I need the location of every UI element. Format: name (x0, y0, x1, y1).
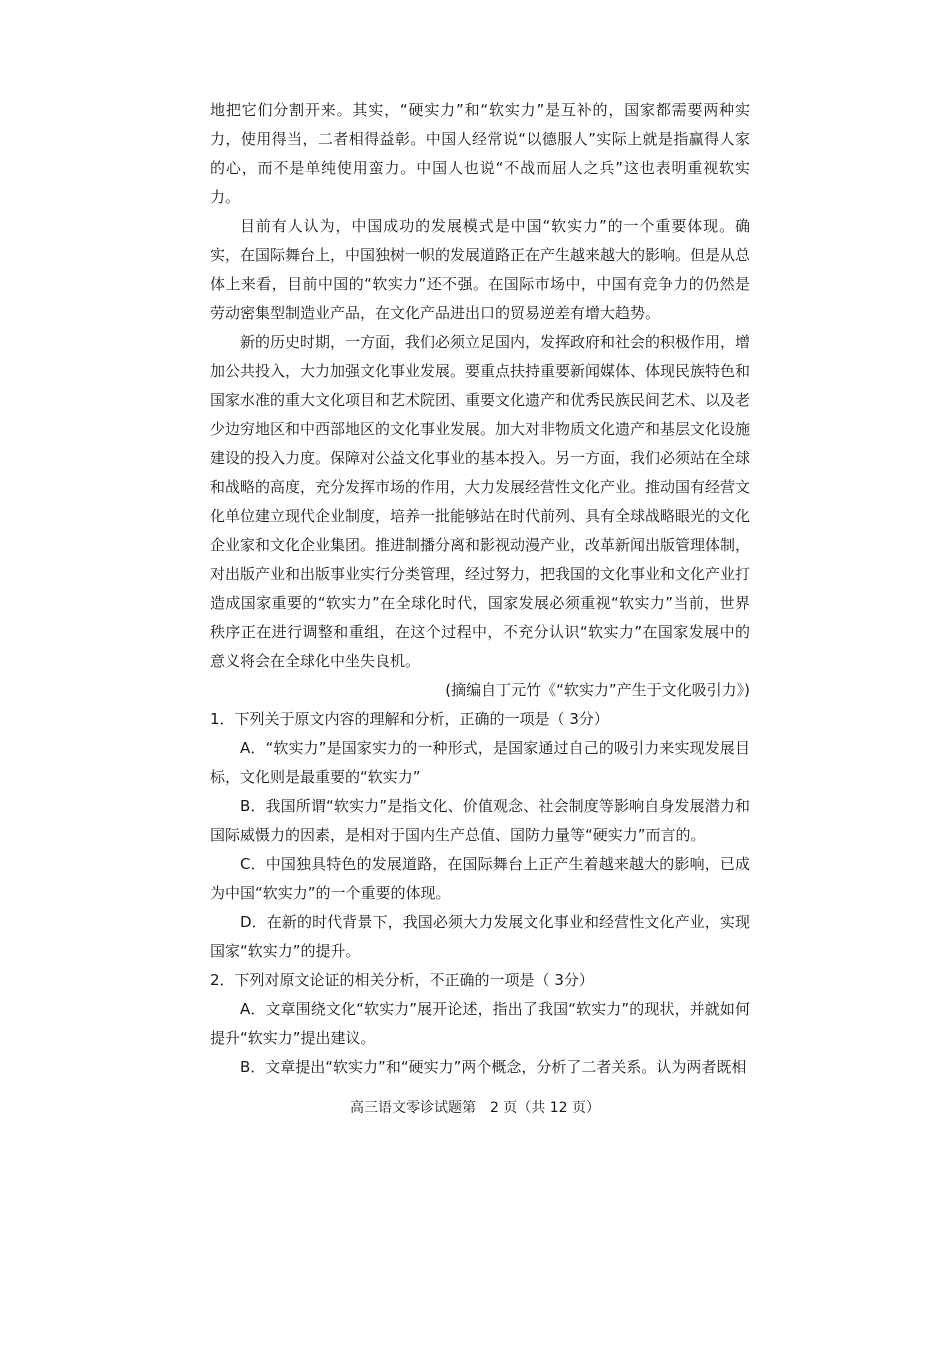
question-1-option-b: B．我国所谓“软实力”是指文化、价值观念、社会制度等影响自身发展潜力和国际威慑力的因素，是相对于国内生产总值、国防力量等“硬实力”而言的。 (210, 797, 750, 844)
article-paragraph-3: 新的历史时期，一方面，我们必须立足国内，发挥政府和社会的积极作用，增加公共投入，大力加强文化事业发展。要重点扶持重要新闻媒体、体现民族特色和国家水准的重大文化项目和艺术院团、重要文化遗产和优秀民族民间艺术、以及老少边穷地区和中西部地区的文化事业发展。加大对非物质文化遗产和基层文化设施建设的投入力度。保障对公益文化事业的基本投入。另一方面，我们必须站在全球和战略的高度，充分发挥市场的作用，大力发展经营性文化产业。推动国有经营文化单位建立现代企业制度，培养一批能够站在时代前列、具有全球战略眼光的文化企业家和文化企业集团。推进制播分离和影视动漫产业，改革新闻出版管理体制，对出版产业和出版事业实行分类管理，经过努力，把我国的文化事业和文化产业打造成国家重要的“软实力”在全球化时代，国家发展必须重视“软实力”当前，世界秩序正在进行调整和重组，在这个过程中，不充分认识“软实力”在国家发展中的意义将会在全球化中坐失良机。 (210, 333, 751, 670)
question-1-option-a: A．“软实力”是国家实力的一种形式，是国家通过自己的吸引力来实现发展目标，文化则是最重要的“软实力” (210, 739, 750, 786)
article-source: (摘编自丁元竹《“软实力”产生于文化吸引力》) (445, 681, 750, 699)
question-2-stem: 2．下列对原文论证的相关分析，不正确的一项是（ 3分） (210, 971, 594, 989)
page-content (210, 96, 750, 1082)
question-1-stem: 1．下列关于原文内容的理解和分析，正确的一项是（ 3分） (210, 710, 609, 728)
question-2-option-b: B．文章提出“软实力”和“硬实力”两个概念，分析了二者关系。认为两者既相 (240, 1058, 747, 1076)
question-1-option-d: D．在新的时代背景下，我国必须大力发展文化事业和经营性文化产业，实现国家“软实力”的提升。 (210, 913, 750, 960)
page-footer: 高三语文零诊试题第 2 页（共 12 页） (349, 1100, 601, 1116)
article-paragraph-2: 目前有人认为，中国成功的发展模式是中国“软实力”的一个重要体现。确实，在国际舞台上，中国独树一帜的发展道路正在产生越来越大的影响。但是从总体上来看，目前中国的“软实力”还不强。在国际市场中，中国有竞争力的仍然是劳动密集型制造业产品，在文化产品进出口的贸易逆差有增大趋势。 (210, 217, 751, 322)
article-paragraph-1: 地把它们分割开来。其实，“硬实力”和“软实力”是互补的，国家都需要两种实力，使用得当，二者相得益彰。中国人经常说“以德服人”实际上就是指赢得人家的心，而不是单纯使用蛮力。中国人也说“不战而屈人之兵”这也表明重视软实力。 (210, 101, 750, 206)
question-1-option-c: C．中国独具特色的发展道路，在国际舞台上正产生着越来越大的影响，已成为中国“软实力”的一个重要的体现。 (210, 855, 750, 902)
question-2-option-a: A．文章围绕文化“软实力”展开论述，指出了我国“软实力”的现状，并就如何提升“软实力”提出建议。 (210, 1000, 750, 1047)
